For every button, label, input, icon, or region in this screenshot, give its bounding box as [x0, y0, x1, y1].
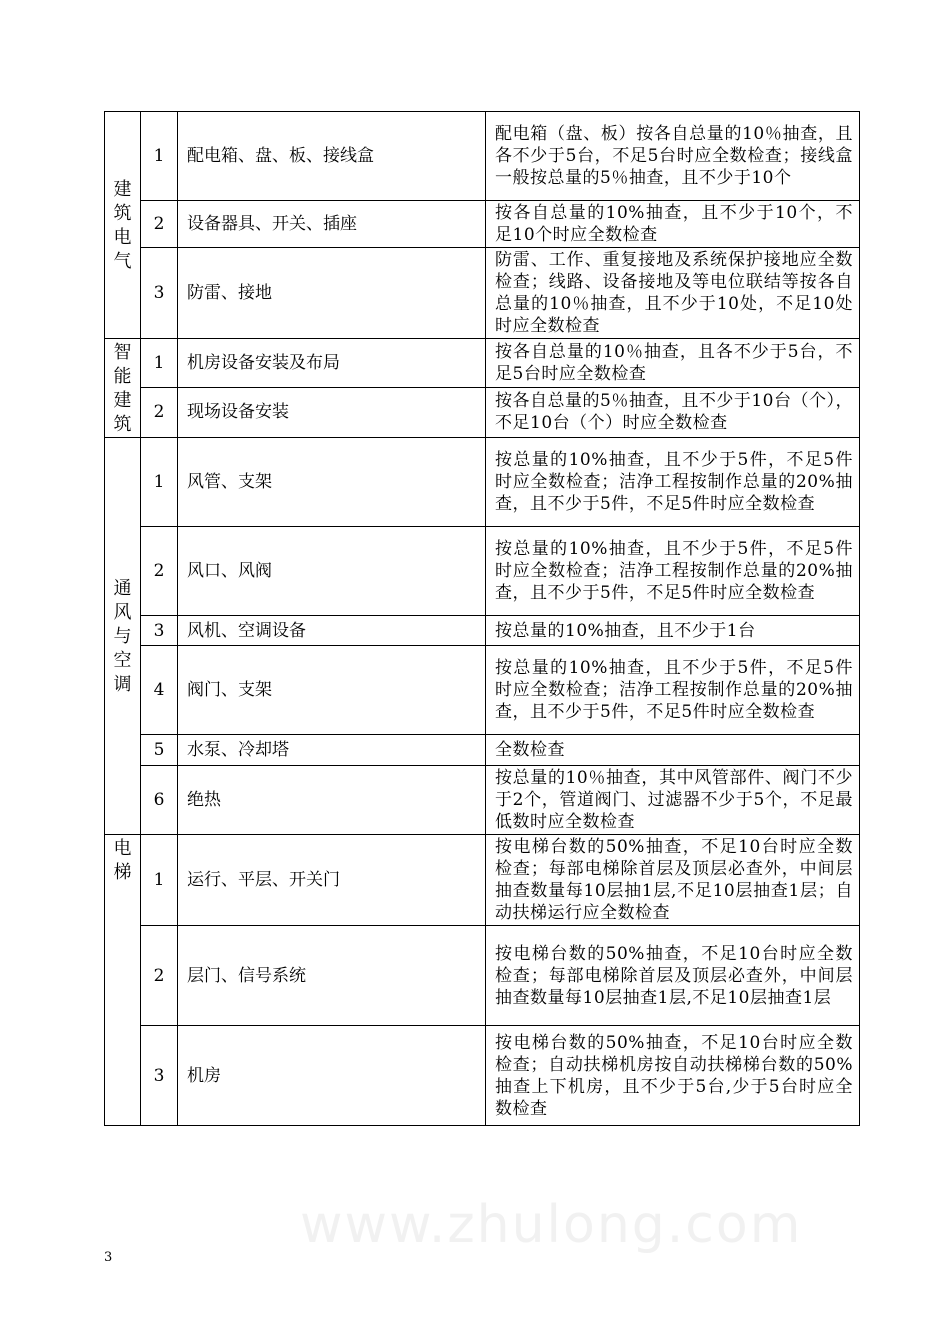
- sampling-requirement: 按各自总量的10％抽查，且各不少于5台，不足5台时应全数检查: [486, 339, 860, 388]
- table-row: [105, 646, 860, 735]
- item-name: 风机、空调设备: [178, 616, 486, 646]
- table-row: [105, 387, 860, 437]
- table-row: [105, 735, 860, 766]
- item-name: 配电箱、盘、板、接线盒: [178, 112, 486, 201]
- category-intelligent: 智能建筑: [105, 339, 141, 438]
- row-number: 5: [141, 735, 178, 766]
- row-number: 6: [141, 766, 178, 835]
- table-row: [105, 248, 860, 339]
- sampling-requirement: 按总量的10%抽查，且不少于5件，不足5件时应全数检查；洁净工程按制作总量的20%抽查，且不少于5件，不足5件时应全数检查: [486, 646, 860, 735]
- inspection-table-container: [104, 111, 860, 1126]
- row-number: 2: [141, 527, 178, 616]
- item-name: 风管、支架: [178, 438, 486, 527]
- category-elevator: 电梯: [105, 835, 141, 1126]
- sampling-requirement: 按总量的10%抽查，且不少于5件，不足5件时应全数检查；洁净工程按制作总量的20%抽查，且不少于5件，不足5件时应全数检查: [486, 527, 860, 616]
- table-row: [105, 201, 860, 248]
- item-name: 设备器具、开关、插座: [178, 201, 486, 248]
- item-name: 机房设备安装及布局: [178, 339, 486, 388]
- item-name: 阀门、支架: [178, 646, 486, 735]
- item-name: 层门、信号系统: [178, 926, 486, 1026]
- sampling-requirement: 按电梯台数的50%抽查，不足10台时应全数检查；自动扶梯机房按自动扶梯梯台数的50%抽查上下机房，且不少于5台,少于5台时应全数检查: [486, 1026, 860, 1126]
- row-number: 4: [141, 646, 178, 735]
- item-name: 防雷、接地: [178, 248, 486, 339]
- row-number: 1: [141, 835, 178, 926]
- table-row: [105, 339, 860, 388]
- table-row: [105, 438, 860, 527]
- sampling-requirement: 全数检查: [486, 735, 860, 766]
- row-number: 3: [141, 616, 178, 646]
- page-number: 3: [104, 1250, 113, 1265]
- inspection-sampling-table: [104, 111, 860, 1126]
- sampling-requirement: 按各自总量的10%抽查，且不少于10个，不足10个时应全数检查: [486, 201, 860, 248]
- item-name: 风口、风阀: [178, 527, 486, 616]
- item-name: 水泵、冷却塔: [178, 735, 486, 766]
- row-number: 1: [141, 438, 178, 527]
- watermark: www.zhulong.com: [300, 1195, 803, 1255]
- row-number: 3: [141, 1026, 178, 1126]
- table-row: [105, 616, 860, 646]
- item-name: 绝热: [178, 766, 486, 835]
- row-number: 2: [141, 201, 178, 248]
- sampling-requirement: 按总量的10％抽查，其中风管部件、阀门不少于2个，管道阀门、过滤器不少于5个，不足最低数时应全数检查: [486, 766, 860, 835]
- sampling-requirement: 按各自总量的5％抽查，且不少于10台（个），不足10台（个）时应全数检查: [486, 387, 860, 437]
- row-number: 2: [141, 387, 178, 437]
- sampling-requirement: 防雷、工作、重复接地及系统保护接地应全数检查；线路、设备接地及等电位联结等按各自总量的10％抽查，且不少于10处，不足10处时应全数检查: [486, 248, 860, 339]
- row-number: 2: [141, 926, 178, 1026]
- category-hvac: 通风与空调: [105, 438, 141, 835]
- item-name: 运行、平层、开关门: [178, 835, 486, 926]
- sampling-requirement: 按总量的10%抽查，且不少于5件，不足5件时应全数检查；洁净工程按制作总量的20%抽查，且不少于5件，不足5件时应全数检查: [486, 438, 860, 527]
- table-row: [105, 1026, 860, 1126]
- sampling-requirement: 按电梯台数的50%抽查，不足10台时应全数检查；每部电梯除首层及顶层必查外，中间层抽查数量每10层抽1层,不足10层抽查1层；自动扶梯运行应全数检查: [486, 835, 860, 926]
- row-number: 3: [141, 248, 178, 339]
- sampling-requirement: 按电梯台数的50%抽查，不足10台时应全数检查；每部电梯除首层及顶层必查外，中间层抽查数量每10层抽查1层,不足10层抽查1层: [486, 926, 860, 1026]
- sampling-requirement: 配电箱（盘、板）按各自总量的10％抽查，且各不少于5台，不足5台时应全数检查；接线盒一般按总量的5％抽查，且不少于10个: [486, 112, 860, 201]
- table-row: [105, 926, 860, 1026]
- category-electrical: 建筑电气: [105, 112, 141, 339]
- table-row: [105, 766, 860, 835]
- table-row: [105, 527, 860, 616]
- item-name: 机房: [178, 1026, 486, 1126]
- sampling-requirement: 按总量的10%抽查，且不少于1台: [486, 616, 860, 646]
- row-number: 1: [141, 339, 178, 388]
- row-number: 1: [141, 112, 178, 201]
- item-name: 现场设备安装: [178, 387, 486, 437]
- table-row: [105, 835, 860, 926]
- table-row: [105, 112, 860, 201]
